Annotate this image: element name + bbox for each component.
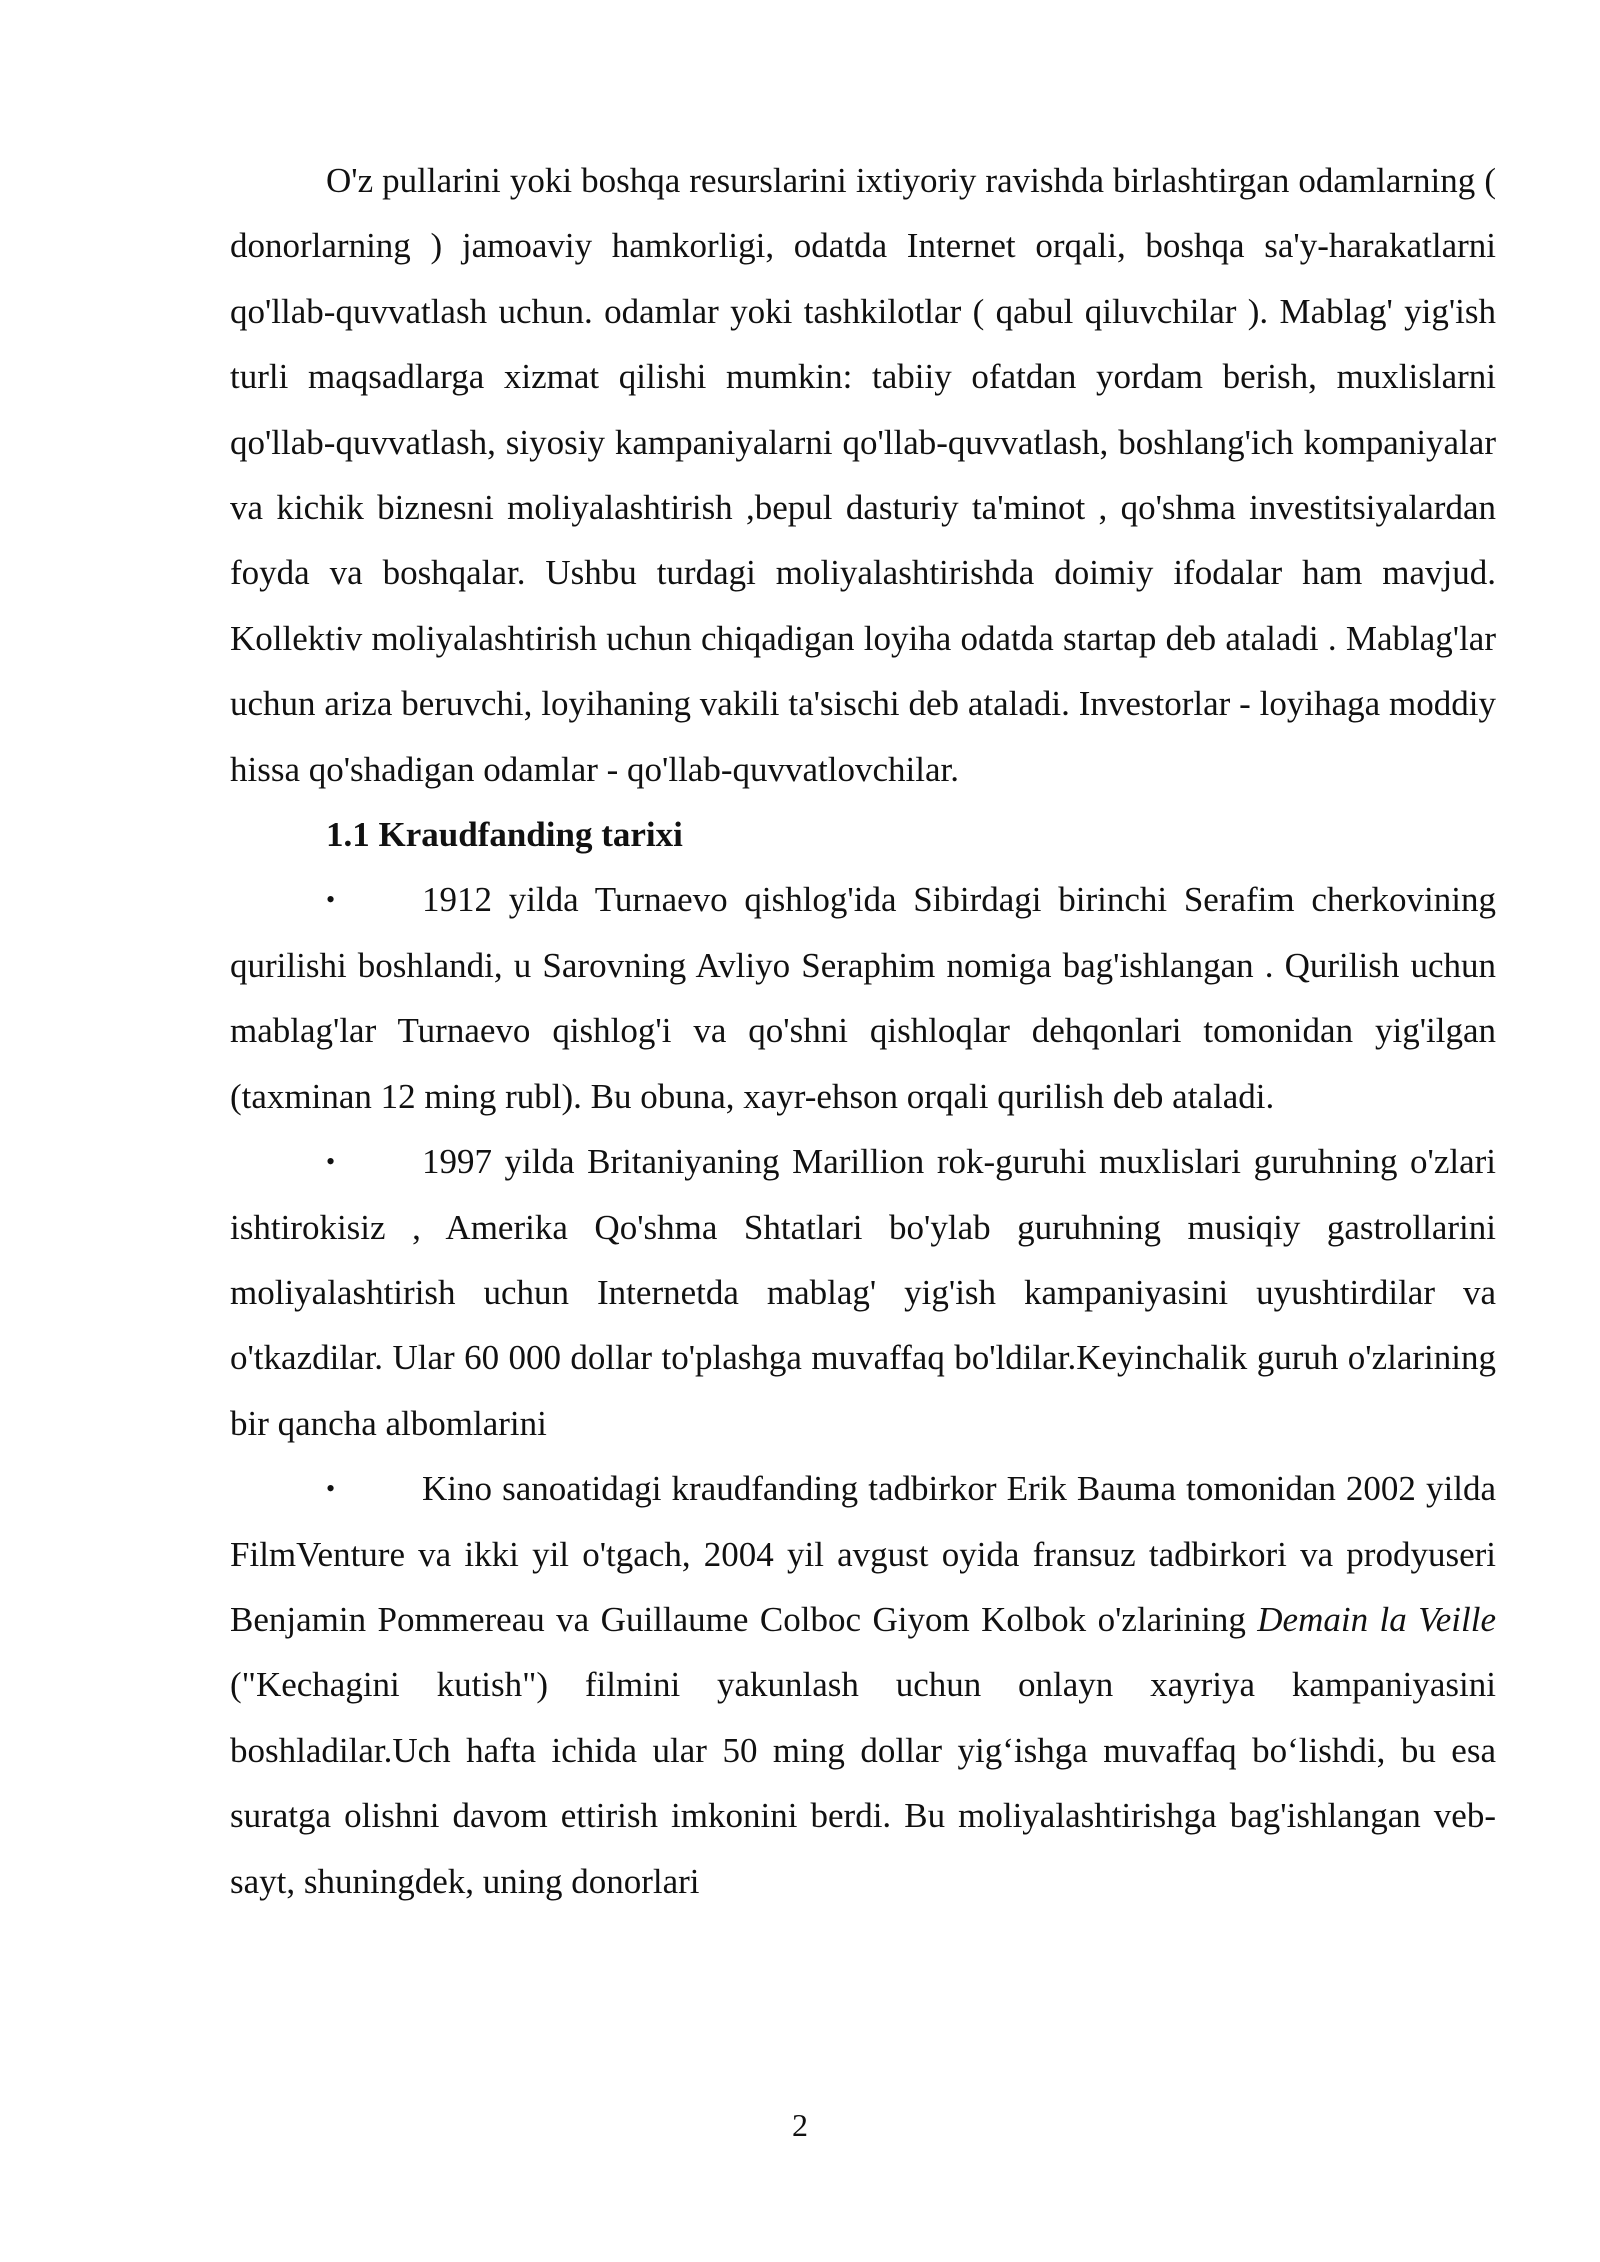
bullet-icon: • <box>326 885 336 915</box>
document-page <box>230 148 1496 1914</box>
page-number: 2 <box>792 2107 808 2143</box>
intro-paragraph: O'z pullarini yoki boshqa resurslarini ixtiyoriy ravishda birlashtirgan odamlarning ( donorlarning ) jamoaviy hamkorligi, odatda Internet orqali, boshqa sa'y-harakatlarni qo'llab-quvvatlash uchun. odamlar yoki tashkilotlar ( qabul qiluvchilar ). Mablag' yig'ish turli maqsadlarga xizmat qilishi mumkin: tabiiy ofatdan yordam berish, muxlislarni qo'llab-quvvatlash, siyosiy kampaniyalarni qo'llab-quvvatlash, boshlang'ich kompaniyalar va kichik biznesni moliyalashtirish ,bepul dasturiy ta'minot , qo'shma investitsiyalardan foyda va boshqalar. Ushbu turdagi moliyalashtirishda doimiy ifodalar ham mavjud. Kollektiv moliyalashtirish uchun chiqadigan loyiha odatda startap deb ataladi . Mablag'lar uchun ariza beruvchi, loyihaning vakili ta'sischi deb ataladi. Investorlar - loyihaga moddiy hissa qo'shadigan odamlar - qo'llab-quvvatlovchilar. <box>230 161 1496 789</box>
list-item <box>230 867 1496 1129</box>
list-item-text-part1: Kino sanoatidagi kraudfanding tadbirkor Erik Bauma tomonidan 2002 yilda FilmVenture va ikki yil o'tgach, 2004 yil avgust oyida fransuz tadbirkori va prodyuseri Benjamin Pommereau va Guillaume Colboc Giyom Kolbok o'zlarining <box>230 1469 1496 1639</box>
bullet-icon: • <box>326 1474 336 1504</box>
list-item <box>230 1456 1496 1914</box>
list-item-text: 1912 yilda Turnaevo qishlog'ida Sibirdagi birinchi Serafim cherkovining qurilishi boshlandi, u Sarovning Avliyo Seraphim nomiga bag'ishlangan . Qurilish uchun mablag'lar Turnaevo qishlog'i va qo'shni qishloqlar dehqonlari tomonidan yig'ilgan (taxminan 12 ming rubl). Bu obuna, xayr-ehson orqali qurilish deb ataladi. <box>230 880 1496 1116</box>
list-item <box>230 1129 1496 1456</box>
list-item-text-part2: ("Kechagini kutish") filmini yakunlash uchun onlayn xayriya kampaniyasini boshladilar.Uch hafta ichida ular 50 ming dollar yig‘ishga muvaffaq bo‘lishdi, bu esa suratga olishni davom ettirish imkonini berdi. Bu moliyalashtirishga bag'ishlangan veb-sayt, shuningdek, uning donorlari <box>230 1665 1496 1901</box>
list-item-text: 1997 yilda Britaniyaning Marillion rok-guruhi muxlislari guruhning o'zlari ishtirokisiz , Amerika Qo'shma Shtatlari bo'ylab guruhning musiqiy gastrollarini moliyalashtirish uchun Internetda mablag' yig'ish kampaniyasini uyushtirdilar va o'tkazdilar. Ular 60 000 dollar to'plashga muvaffaq bo'ldilar.Keyinchalik guruh o'zlarining bir qancha albomlarini <box>230 1142 1496 1443</box>
section-heading: 1.1 Kraudfanding tarixi <box>326 815 683 855</box>
film-title: Demain la Veille <box>1257 1599 1496 1639</box>
bullet-icon: • <box>326 1147 336 1177</box>
